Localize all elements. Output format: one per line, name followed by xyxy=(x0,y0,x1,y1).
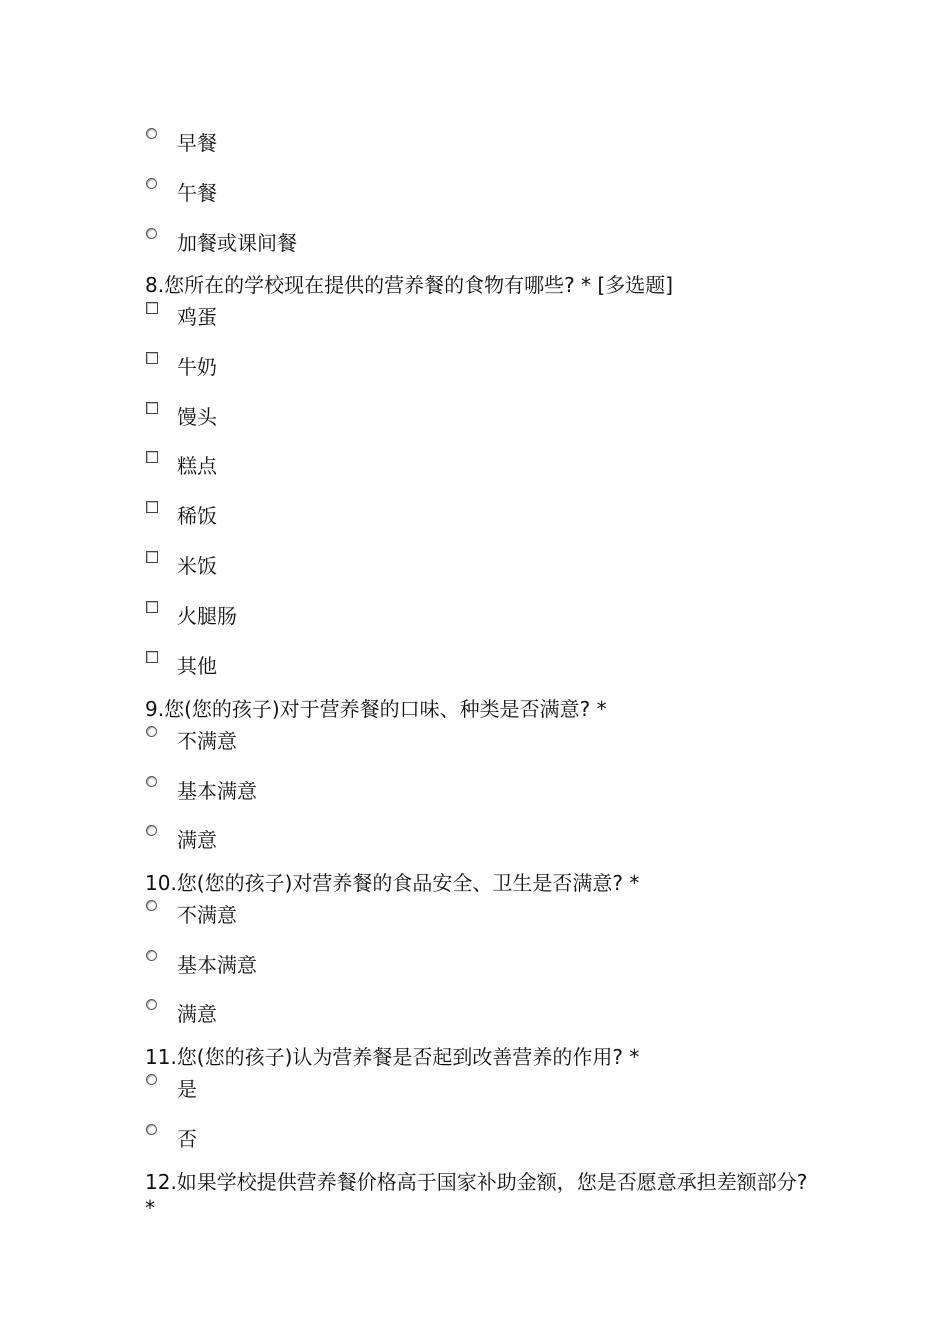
question-9-text: 9.您(您的孩子)对于营养餐的口味、种类是否满意? * xyxy=(145,697,607,721)
option-label: 米饭 xyxy=(177,554,217,578)
checkbox[interactable] xyxy=(146,451,158,463)
option-label: 满意 xyxy=(177,828,217,852)
radio-button[interactable] xyxy=(146,1124,157,1135)
option-label: 否 xyxy=(177,1127,197,1151)
question-10-text: 10.您(您的孩子)对营养餐的食品安全、卫生是否满意? * xyxy=(145,871,640,895)
option-label: 早餐 xyxy=(177,131,217,155)
checkbox[interactable] xyxy=(146,651,158,663)
radio-button[interactable] xyxy=(146,1074,157,1085)
radio-button[interactable] xyxy=(146,776,157,787)
radio-button[interactable] xyxy=(146,726,157,737)
question-12-text: 12.如果学校提供营养餐价格高于国家补助金额，您是否愿意承担差额部分? * xyxy=(145,1170,808,1220)
option-label: 馒头 xyxy=(177,405,217,429)
option-label: 基本满意 xyxy=(177,779,257,803)
radio-button[interactable] xyxy=(146,228,157,239)
option-label: 牛奶 xyxy=(177,355,217,379)
option-label: 火腿肠 xyxy=(177,604,237,628)
option-label: 满意 xyxy=(177,1002,217,1026)
radio-button[interactable] xyxy=(146,950,157,961)
question-8-text: 8.您所在的学校现在提供的营养餐的食物有哪些? * [多选题] xyxy=(145,273,674,297)
checkbox[interactable] xyxy=(146,302,158,314)
radio-button[interactable] xyxy=(146,999,157,1010)
option-label: 糕点 xyxy=(177,454,217,478)
option-label: 是 xyxy=(177,1077,197,1101)
checkbox[interactable] xyxy=(146,551,158,563)
checkbox[interactable] xyxy=(146,601,158,613)
option-label: 稀饭 xyxy=(177,504,217,528)
question-11-text: 11.您(您的孩子)认为营养餐是否起到改善营养的作用? * xyxy=(145,1045,640,1069)
option-label: 不满意 xyxy=(177,903,237,927)
radio-button[interactable] xyxy=(146,825,157,836)
checkbox[interactable] xyxy=(146,501,158,513)
radio-button[interactable] xyxy=(146,128,157,139)
option-label: 加餐或课间餐 xyxy=(177,231,297,255)
radio-button[interactable] xyxy=(146,178,157,189)
option-label: 鸡蛋 xyxy=(177,305,217,329)
checkbox[interactable] xyxy=(146,352,158,364)
checkbox[interactable] xyxy=(146,402,158,414)
option-label: 其他 xyxy=(177,654,217,678)
option-label: 不满意 xyxy=(177,729,237,753)
option-label: 基本满意 xyxy=(177,953,257,977)
radio-button[interactable] xyxy=(146,900,157,911)
option-label: 午餐 xyxy=(177,181,217,205)
